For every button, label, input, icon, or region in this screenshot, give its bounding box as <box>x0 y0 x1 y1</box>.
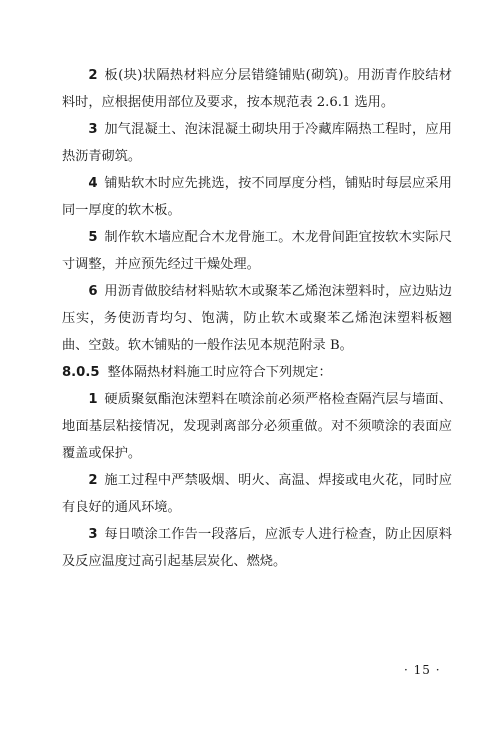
section-heading-8-0-5 <box>62 359 452 386</box>
clause-text: 每日喷涂工作告一段落后，应派专人进行检查，防止因原料及反应温度过高引起基层炭化、燃烧。 <box>62 527 452 569</box>
clause-item-4 <box>62 170 452 224</box>
section-text: 整体隔热材料施工时应符合下列规定： <box>107 365 332 380</box>
sub-clause-item-2 <box>62 467 452 521</box>
page-number: · 15 · <box>404 663 441 677</box>
section-number: 8.0.5 <box>62 365 100 380</box>
clause-item-5 <box>62 224 452 278</box>
clause-text: 施工过程中严禁吸烟、明火、高温、焊接或电火花，同时应有良好的通风环境。 <box>62 473 452 515</box>
sub-clause-item-3 <box>62 521 452 575</box>
clause-number: 2 <box>88 473 98 488</box>
clause-number: 4 <box>88 176 98 191</box>
clause-text: 铺贴软木时应先挑选，按不同厚度分档，铺贴时每层应采用同一厚度的软木板。 <box>62 176 452 218</box>
clause-number: 3 <box>88 527 98 542</box>
page-body <box>62 62 452 575</box>
clause-number: 3 <box>88 122 98 137</box>
clause-number: 5 <box>88 230 98 245</box>
clause-text: 板(块)状隔热材料应分层错缝铺贴(砌筑)。用沥青作胶结材料时，应根据使用部位及要求，按本规范表 2.6.1 选用。 <box>62 68 452 110</box>
clause-text: 制作软木墙应配合木龙骨施工。木龙骨间距宜按软木实际尺寸调整，并应预先经过干燥处理。 <box>62 230 452 272</box>
clause-text: 用沥青做胶结材料贴软木或聚苯乙烯泡沫塑料时，应边贴边压实，务使沥青均匀、饱满，防止软木或聚苯乙烯泡沫塑料板翘曲、空鼓。软木铺贴的一般作法见本规范附录 B。 <box>62 284 452 353</box>
clause-item-2 <box>62 62 452 116</box>
sub-clause-item-1 <box>62 386 452 467</box>
clause-number: 6 <box>88 284 98 299</box>
clause-text: 硬质聚氨酯泡沫塑料在喷涂前必须严格检查隔汽层与墙面、地面基层粘接情况，发现剥离部分必须重做。对不须喷涂的表面应覆盖或保护。 <box>62 392 452 461</box>
clause-item-3 <box>62 116 452 170</box>
clause-text: 加气混凝土、泡沫混凝土砌块用于冷藏库隔热工程时，应用热沥青砌筑。 <box>62 122 452 164</box>
clause-number: 2 <box>88 68 98 83</box>
clause-number: 1 <box>88 392 98 407</box>
clause-item-6 <box>62 278 452 359</box>
